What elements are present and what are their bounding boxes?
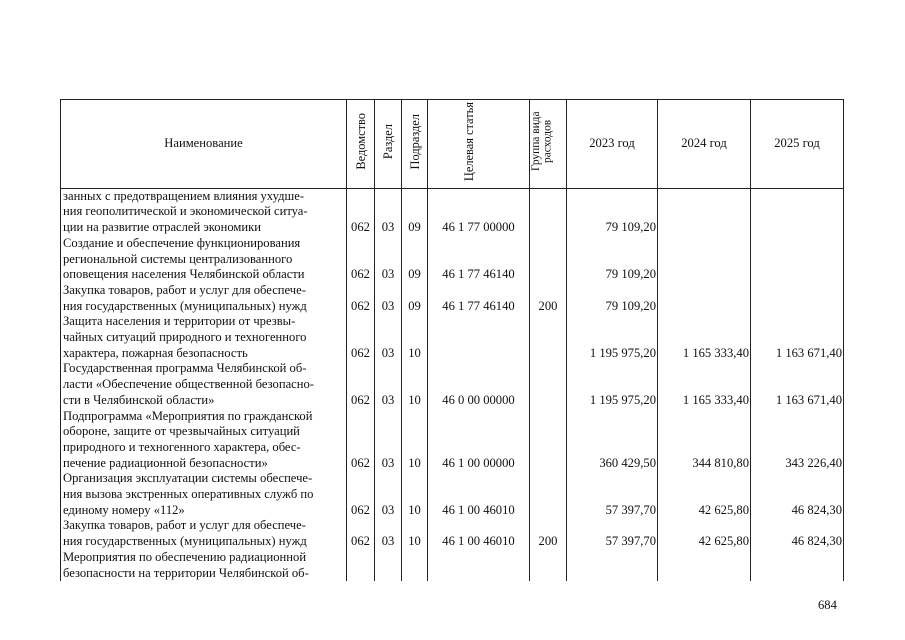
cell-podrazdel: 09 bbox=[402, 188, 428, 236]
cell-vedomstvo: 062 bbox=[347, 409, 375, 472]
cell-expense-group bbox=[530, 236, 567, 283]
row-name-line: региональной системы централизованного bbox=[63, 251, 293, 266]
row-name-line: Государственная программа Челябинской об- bbox=[63, 361, 307, 376]
header-2023: 2023 год bbox=[567, 100, 658, 189]
cell-razdel: 03 bbox=[375, 314, 402, 361]
row-name-line: чайных ситуаций природного и техногенного bbox=[63, 330, 307, 345]
cell-2023: 1 195 975,20 bbox=[567, 361, 658, 408]
cell-vedomstvo: 062 bbox=[347, 188, 375, 236]
cell-razdel: 03 bbox=[375, 361, 402, 408]
table-row bbox=[61, 236, 844, 283]
budget-table bbox=[60, 99, 844, 581]
cell-2024: 1 165 333,40 bbox=[658, 361, 751, 408]
cell-2023: 360 429,50 bbox=[567, 409, 658, 472]
row-name-line: Мероприятия по обеспечению радиационной bbox=[63, 549, 307, 564]
row-name-line: Подпрограмма «Мероприятия по гражданской bbox=[63, 408, 313, 423]
cell-2025: 1 163 671,40 bbox=[751, 314, 844, 361]
cell-2023: 79 109,20 bbox=[567, 236, 658, 283]
cell-razdel: 03 bbox=[375, 283, 402, 314]
cell-podrazdel: 10 bbox=[402, 314, 428, 361]
cell-2023: 57 397,70 bbox=[567, 518, 658, 549]
row-name-line: обороне, защите от чрезвычайных ситуаций bbox=[63, 424, 300, 439]
cell-2025: 46 824,30 bbox=[751, 471, 844, 518]
cell-podrazdel bbox=[402, 550, 428, 581]
table-row bbox=[61, 550, 844, 581]
cell-2023: 1 195 975,20 bbox=[567, 314, 658, 361]
row-name bbox=[61, 314, 347, 361]
row-name-line: оповещения населения Челябинской области bbox=[63, 267, 305, 282]
cell-razdel: 03 bbox=[375, 471, 402, 518]
row-name-line: сти в Челябинской области» bbox=[63, 392, 215, 407]
cell-2024: 42 625,80 bbox=[658, 471, 751, 518]
row-name-line: ния государственных (муниципальных) нужд bbox=[63, 534, 307, 549]
cell-podrazdel: 10 bbox=[402, 518, 428, 549]
cell-2024: 42 625,80 bbox=[658, 518, 751, 549]
cell-vedomstvo: 062 bbox=[347, 314, 375, 361]
cell-vedomstvo bbox=[347, 550, 375, 581]
cell-target-article: 46 0 00 00000 bbox=[428, 361, 530, 408]
cell-razdel: 03 bbox=[375, 236, 402, 283]
cell-2024: 344 810,80 bbox=[658, 409, 751, 472]
header-podrazdel: Подраздел bbox=[402, 100, 428, 189]
cell-2023: 79 109,20 bbox=[567, 283, 658, 314]
cell-vedomstvo: 062 bbox=[347, 518, 375, 549]
cell-2025: 343 226,40 bbox=[751, 409, 844, 472]
cell-2023 bbox=[567, 550, 658, 581]
row-name-line: печение радиационной безопасности» bbox=[63, 455, 268, 470]
header-2025: 2025 год bbox=[751, 100, 844, 189]
cell-expense-group bbox=[530, 361, 567, 408]
row-name bbox=[61, 550, 347, 581]
header-2024: 2024 год bbox=[658, 100, 751, 189]
table-body bbox=[61, 188, 844, 581]
cell-podrazdel: 10 bbox=[402, 409, 428, 472]
row-name bbox=[61, 236, 347, 283]
header-name: Наименование bbox=[61, 100, 347, 189]
row-name-line: характера, пожарная безопасность bbox=[63, 345, 248, 360]
row-name-line: ния вызова экстренных оперативных служб по bbox=[63, 487, 314, 502]
cell-podrazdel: 10 bbox=[402, 361, 428, 408]
cell-target-article: 46 1 77 00000 bbox=[428, 188, 530, 236]
table-row bbox=[61, 283, 844, 314]
cell-expense-group: 200 bbox=[530, 518, 567, 549]
header-target-article: Целевая статья bbox=[428, 100, 530, 189]
table-row bbox=[61, 361, 844, 408]
row-name bbox=[61, 409, 347, 472]
cell-2024 bbox=[658, 550, 751, 581]
cell-target-article: 46 1 00 46010 bbox=[428, 518, 530, 549]
table-row bbox=[61, 188, 844, 236]
table-row bbox=[61, 314, 844, 361]
row-name-line: Закупка товаров, работ и услуг для обеспече- bbox=[63, 518, 306, 533]
row-name bbox=[61, 361, 347, 408]
row-name-line: Закупка товаров, работ и услуг для обеспече- bbox=[63, 282, 306, 297]
cell-2024: 1 165 333,40 bbox=[658, 314, 751, 361]
table-row bbox=[61, 409, 844, 472]
row-name bbox=[61, 471, 347, 518]
cell-target-article: 46 1 00 46010 bbox=[428, 471, 530, 518]
cell-expense-group bbox=[530, 471, 567, 518]
cell-target-article: 46 1 00 00000 bbox=[428, 409, 530, 472]
row-name-line: ции на развитие отраслей экономики bbox=[63, 220, 261, 235]
cell-2023: 57 397,70 bbox=[567, 471, 658, 518]
page-number: 684 bbox=[818, 598, 837, 612]
row-name-line: ния государственных (муниципальных) нужд bbox=[63, 298, 307, 313]
header-razdel: Раздел bbox=[375, 100, 402, 189]
cell-2023: 79 109,20 bbox=[567, 188, 658, 236]
cell-vedomstvo: 062 bbox=[347, 361, 375, 408]
table-header-row bbox=[61, 100, 844, 189]
row-name-line: Защита населения и территории от чрезвы- bbox=[63, 314, 296, 329]
row-name-line: ласти «Обеспечение общественной безопасно- bbox=[63, 377, 314, 392]
cell-podrazdel: 10 bbox=[402, 471, 428, 518]
cell-2025 bbox=[751, 236, 844, 283]
header-expense-group: Группа вида расходов bbox=[530, 100, 567, 189]
cell-target-article bbox=[428, 550, 530, 581]
cell-expense-group bbox=[530, 314, 567, 361]
cell-podrazdel: 09 bbox=[402, 283, 428, 314]
cell-2025: 46 824,30 bbox=[751, 518, 844, 549]
cell-razdel bbox=[375, 550, 402, 581]
table-row bbox=[61, 518, 844, 549]
cell-expense-group bbox=[530, 550, 567, 581]
cell-target-article: 46 1 77 46140 bbox=[428, 283, 530, 314]
cell-razdel: 03 bbox=[375, 188, 402, 236]
cell-expense-group bbox=[530, 188, 567, 236]
cell-razdel: 03 bbox=[375, 518, 402, 549]
cell-2025: 1 163 671,40 bbox=[751, 361, 844, 408]
cell-razdel: 03 bbox=[375, 409, 402, 472]
row-name-line: безопасности на территории Челябинской об- bbox=[63, 565, 309, 580]
row-name-line: природного и техногенного характера, обес- bbox=[63, 439, 301, 454]
cell-target-article: 46 1 77 46140 bbox=[428, 236, 530, 283]
cell-2025 bbox=[751, 188, 844, 236]
row-name-line: занных с предотвращением влияния ухудше- bbox=[63, 188, 305, 203]
header-vedomstvo: Ведомство bbox=[347, 100, 375, 189]
row-name-line: единому номеру «112» bbox=[63, 502, 185, 517]
table-row bbox=[61, 471, 844, 518]
cell-vedomstvo: 062 bbox=[347, 471, 375, 518]
cell-2024 bbox=[658, 236, 751, 283]
cell-2025 bbox=[751, 550, 844, 581]
cell-vedomstvo: 062 bbox=[347, 236, 375, 283]
cell-2024 bbox=[658, 283, 751, 314]
row-name bbox=[61, 283, 347, 314]
row-name-line: Создание и обеспечение функционирования bbox=[63, 235, 301, 250]
row-name-line: Организация эксплуатации системы обеспече- bbox=[63, 471, 313, 486]
cell-2025 bbox=[751, 283, 844, 314]
cell-target-article bbox=[428, 314, 530, 361]
cell-expense-group bbox=[530, 409, 567, 472]
row-name bbox=[61, 188, 347, 236]
cell-2024 bbox=[658, 188, 751, 236]
cell-podrazdel: 09 bbox=[402, 236, 428, 283]
row-name-line: ния геополитической и экономической ситуа- bbox=[63, 204, 308, 219]
row-name bbox=[61, 518, 347, 549]
cell-vedomstvo: 062 bbox=[347, 283, 375, 314]
cell-expense-group: 200 bbox=[530, 283, 567, 314]
